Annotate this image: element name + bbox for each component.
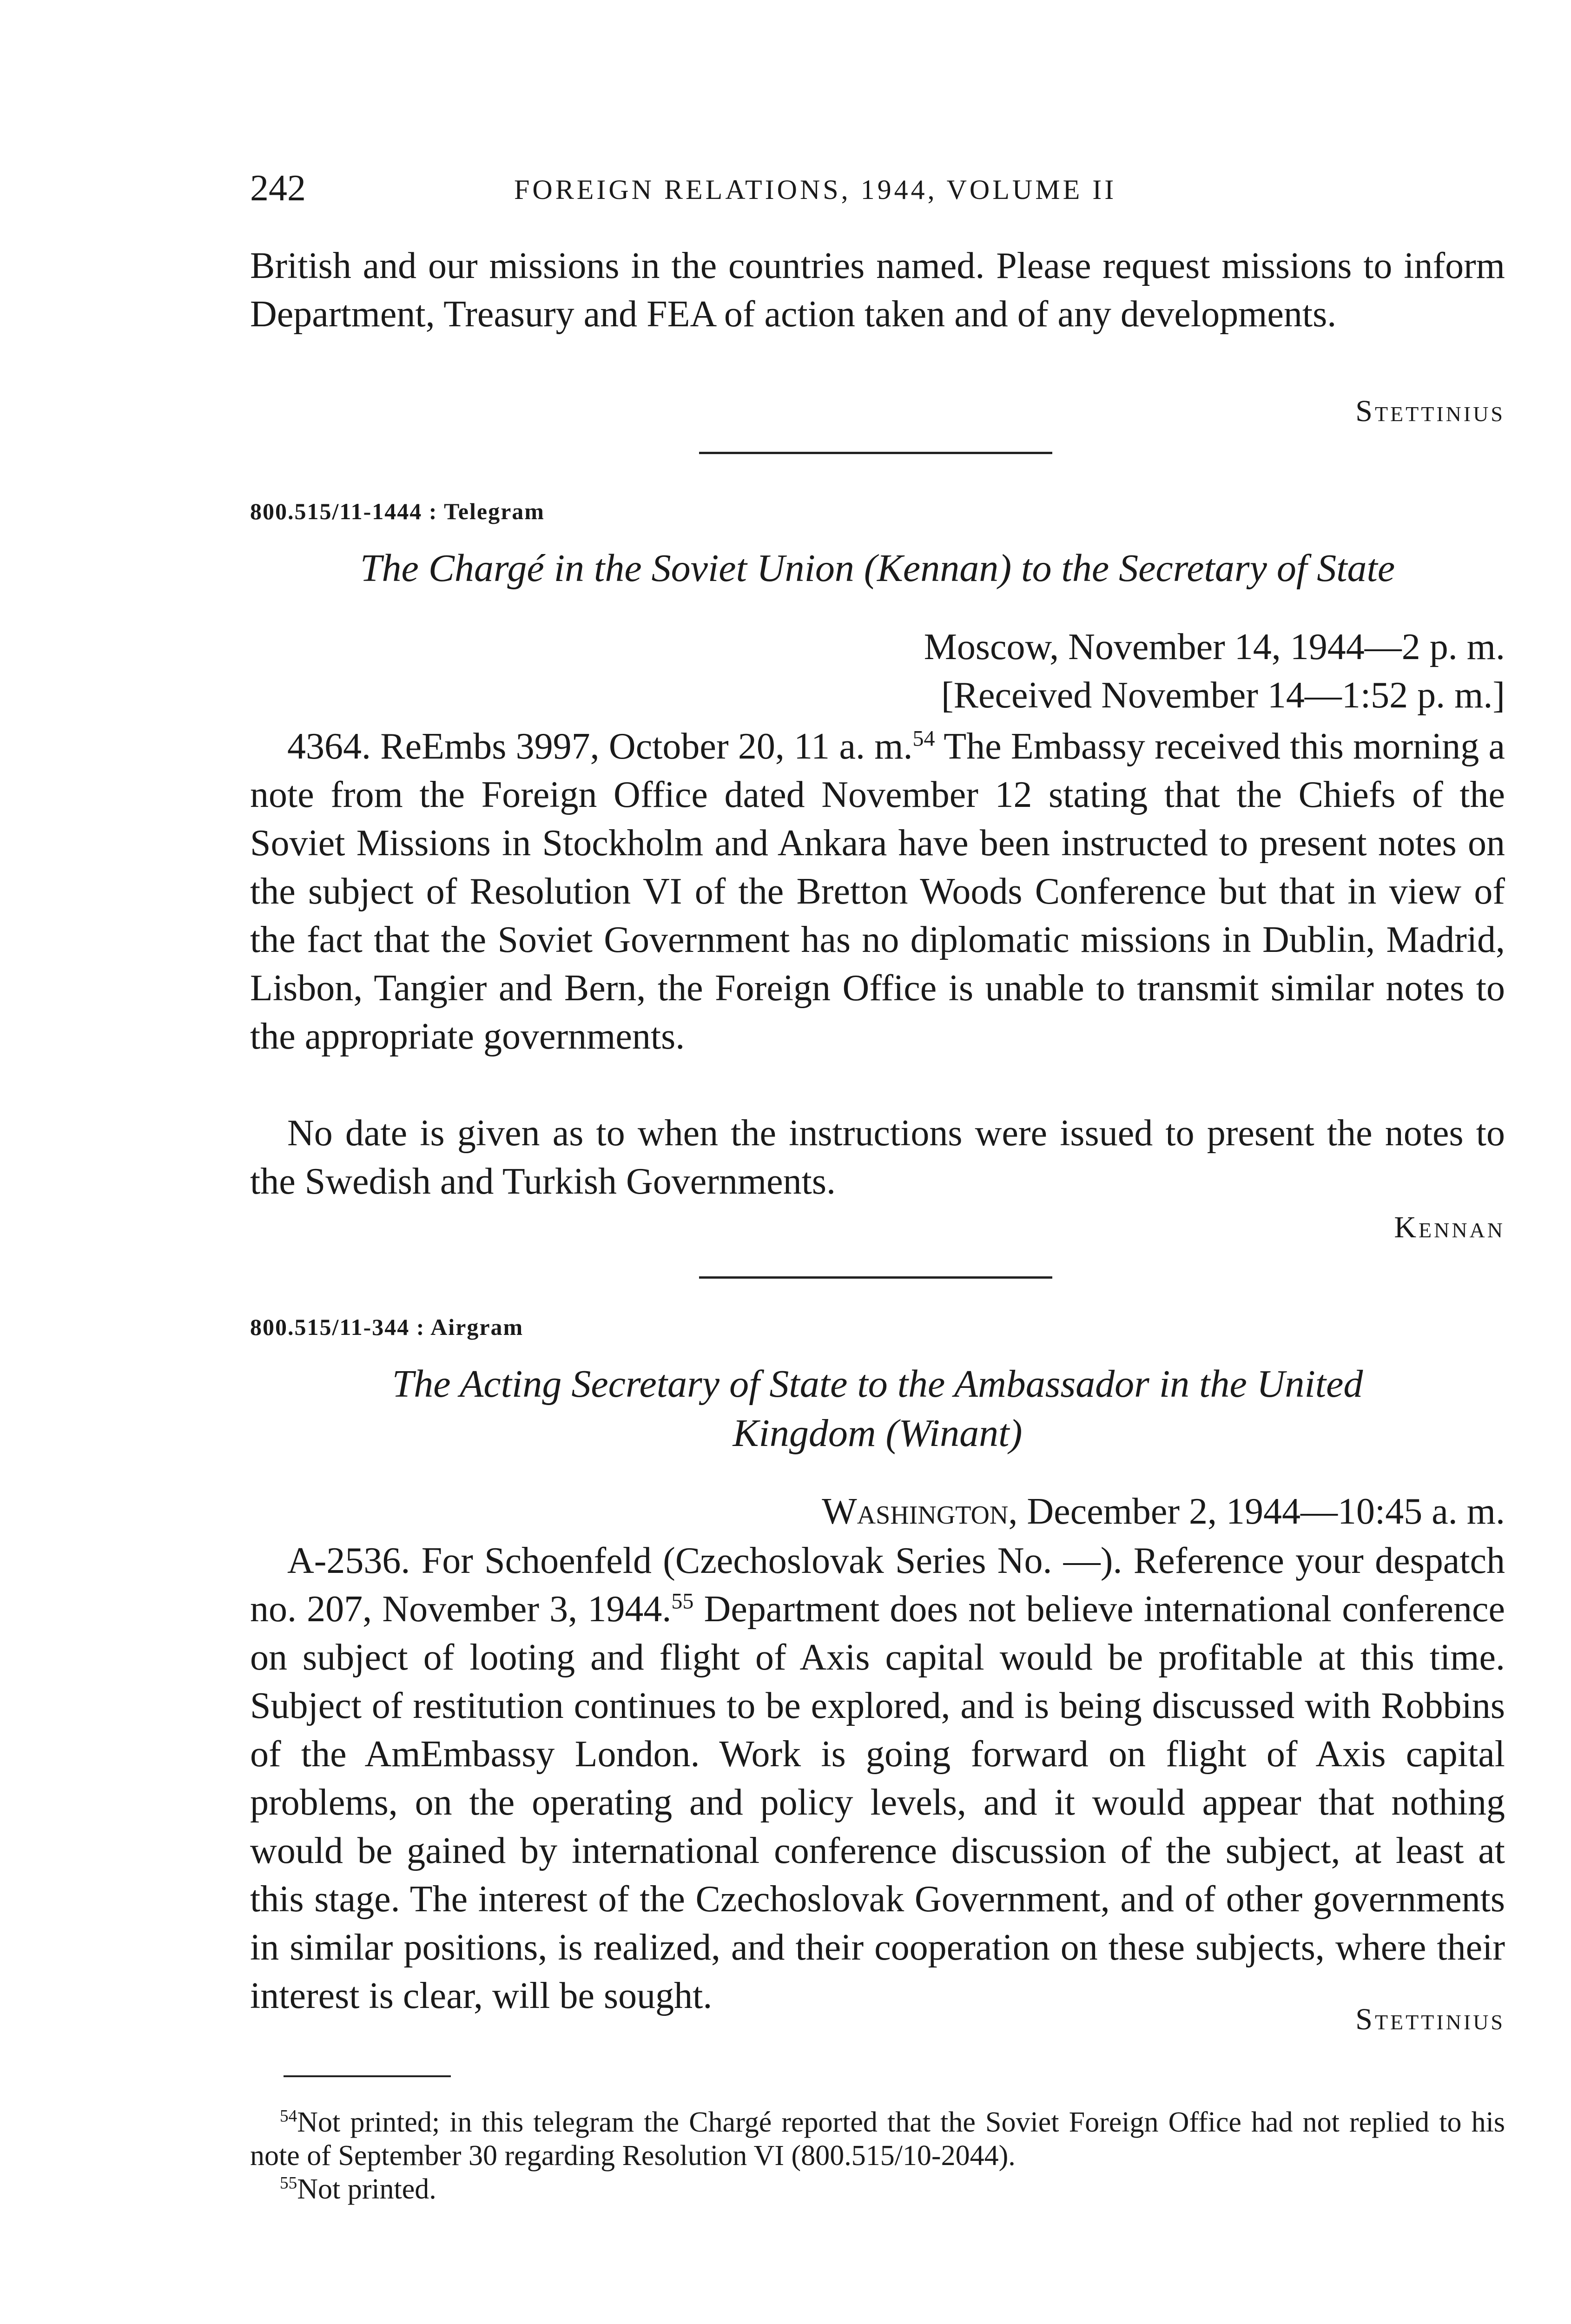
section-divider-2 — [699, 1276, 1052, 1279]
dateline-doc1: Moscow, November 14, 1944—2 p. m. — [924, 627, 1505, 667]
footnote-ref-54: 54 — [912, 726, 935, 751]
paragraph-doc1-2: No date is given as to when the instructions were issued to present the notes to the Swedish and Turkish Governments. — [250, 1113, 1505, 1202]
heading-doc2-line1: The Acting Secretary of State to the Ambassador in the United — [392, 1362, 1363, 1406]
dateline-doc2: Washington, December 2, 1944—10:45 a. m. — [822, 1491, 1505, 1532]
paragraph-doc2-1: A-2536. For Schoenfeld (Czechoslovak Series No. —). Reference your despatch no. 207, November 3, 1944.55 Department does not believe international conference on subject of looting and flight of Axis capital would be profitable at this time. Subject of restitution continues to be explored, and is being discussed with Robbins of the AmEmbassy London. Work is going forward on flight of Axis capital problems, on the operating and policy levels, and it would appear that nothing would be gained by international conference discussion of the subject, at least at this stage. The interest of the Czechoslovak Government, and of other governments in similar positions, is realized, and their cooperation on these subjects, where their interest is clear, will be sought. — [250, 1540, 1505, 2016]
running-title: FOREIGN RELATIONS, 1944, VOLUME II — [514, 174, 1117, 205]
paragraph-doc1-1: 4364. ReEmbs 3997, October 20, 11 a. m.$^{54}$ The Embassy received this morning a note from the Foreign Office dated November 12 stating that the Chiefs of the Soviet Missions in Stockholm and Ankara have been instructed to present notes on the subject of Resolution VI of the Bretton Woods Conference but that in view of the fact that the Soviet Government has no diplomatic missions in Dublin, Madrid, Lisbon, Tangier and Bern, the Foreign Office is unable to transmit similar notes to the appropriate governments. — [250, 726, 1505, 1057]
file-number-doc1: 800.515/11-1444 : Telegram — [250, 498, 545, 524]
file-number-doc2: 800.515/11-344 : Airgram — [250, 1314, 524, 1340]
signature-stettinius-1: Stettinius — [1355, 394, 1505, 428]
footnote-rule — [284, 2075, 451, 2077]
heading-doc2-line2: Kingdom (Winant) — [733, 1412, 1023, 1455]
running-head — [250, 165, 1505, 211]
footnotes — [250, 2106, 1505, 2206]
heading-doc1: The Chargé in the Soviet Union (Kennan) to the Secretary of State — [360, 547, 1395, 590]
section-divider-1 — [699, 452, 1052, 454]
received-line-doc1: [Received November 14—1:52 p. m.] — [941, 675, 1505, 716]
continued-paragraph: British and our missions in the countries named. Please request missions to inform Department, Treasury and FEA of action taken and of any developments. — [250, 245, 1505, 335]
signature-stettinius-2: Stettinius — [1355, 2002, 1505, 2036]
footnote-54: $^{54}$Not printed; in this telegram the Chargé reported that the Soviet Foreign Office had not replied to his note of September 30 regarding Resolution VI (800.515/10-2044). — [250, 2106, 1505, 2172]
footnote-55: $^{55}$Not printed. — [280, 2173, 436, 2205]
page-number: 242 — [250, 168, 306, 209]
footnote-ref-55: 55 — [671, 1589, 694, 1614]
signature-kennan: Kennan — [1394, 1210, 1505, 1244]
